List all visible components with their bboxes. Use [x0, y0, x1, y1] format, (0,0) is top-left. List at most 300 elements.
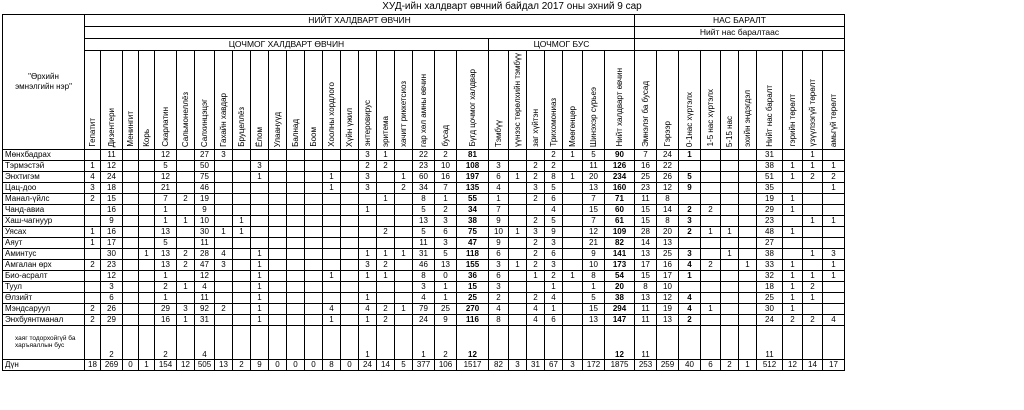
- cell-0: 2: [85, 314, 101, 325]
- cell-33: 1: [739, 259, 757, 270]
- cell-29: 13: [657, 237, 679, 248]
- column-header-4: [155, 51, 177, 150]
- cell-16: 1: [377, 270, 395, 281]
- cell-0: 1: [85, 237, 101, 248]
- cell-26: 7: [583, 193, 605, 204]
- cell-20: 81: [457, 149, 489, 160]
- cell-29: 24: [657, 149, 679, 160]
- cell-3: [139, 237, 155, 248]
- cell-9: [251, 182, 269, 193]
- column-header-label: Хоолны хордлого: [326, 82, 336, 147]
- cell-22: [509, 160, 527, 171]
- cell-5: [177, 149, 195, 160]
- cell-34: 18: [757, 281, 783, 292]
- cell-37: 1: [823, 182, 845, 193]
- cell-5: 2: [177, 193, 195, 204]
- column-header-label: Корь: [141, 129, 151, 147]
- cell-9: [251, 325, 269, 359]
- cell-9: [251, 237, 269, 248]
- column-header-label: Нийт нас баралт: [764, 85, 774, 147]
- cell-29: 10: [657, 281, 679, 292]
- cell-9: 1: [251, 171, 269, 182]
- cell-5: 1: [177, 215, 195, 226]
- cell-35: 1: [783, 259, 803, 270]
- cell-12: [305, 193, 323, 204]
- cell-14: [341, 314, 359, 325]
- cell-19: 1: [435, 193, 457, 204]
- column-header-16: [377, 51, 395, 150]
- cell-6: 31: [195, 314, 215, 325]
- column-header-label: амьгүй төрөлт: [828, 93, 838, 147]
- cell-11: [287, 160, 305, 171]
- cell-1: 9: [101, 215, 123, 226]
- cell-24: 4: [545, 204, 563, 215]
- cell-4: 2: [155, 281, 177, 292]
- cell-27: 126: [605, 160, 635, 171]
- cell-7: [215, 204, 233, 215]
- cell-10: [269, 325, 287, 359]
- cell-22: 1: [509, 226, 527, 237]
- cell-10: [269, 292, 287, 303]
- cell-33: 1: [739, 359, 757, 370]
- cell-31: [701, 149, 721, 160]
- column-header-label: 0-1нас хүртэлх: [684, 91, 694, 147]
- cell-23: 2: [527, 171, 545, 182]
- group-spacer: [85, 27, 635, 39]
- cell-24: 2: [545, 149, 563, 160]
- cell-29: 8: [657, 215, 679, 226]
- column-header-label: Гэрээр: [662, 121, 672, 147]
- cell-31: [701, 314, 721, 325]
- cell-23: 2: [527, 160, 545, 171]
- cell-14: [341, 259, 359, 270]
- cell-33: [739, 215, 757, 226]
- cell-18: 60: [413, 171, 435, 182]
- cell-4: 7: [155, 193, 177, 204]
- cell-27: 109: [605, 226, 635, 237]
- cell-36: 1: [803, 248, 823, 259]
- cell-2: [123, 248, 139, 259]
- cell-31: [701, 171, 721, 182]
- table-row: [3, 204, 845, 215]
- cell-16: [377, 237, 395, 248]
- cell-21: 7: [489, 204, 509, 215]
- cell-36: 1: [803, 215, 823, 226]
- clinic-name: Манал-үйлс: [3, 193, 85, 204]
- cell-2: [123, 281, 139, 292]
- cell-10: 0: [269, 359, 287, 370]
- column-header-24: [545, 51, 563, 150]
- cell-9: [251, 204, 269, 215]
- cell-5: [177, 270, 195, 281]
- column-header-label: Гахайн хавдар: [218, 92, 228, 147]
- cell-33: [739, 248, 757, 259]
- cell-11: [287, 259, 305, 270]
- column-header-label: заг хүйтэн: [530, 108, 540, 147]
- column-header-label: бусад: [440, 125, 450, 147]
- clinic-name: Хаш-чагнуур: [3, 215, 85, 226]
- column-header-label: Хүйн үжил: [344, 107, 354, 147]
- clinic-name: Энхбуянтманал: [3, 314, 85, 325]
- cell-14: [341, 204, 359, 215]
- cell-27: 173: [605, 259, 635, 270]
- cell-20: 47: [457, 237, 489, 248]
- cell-3: [139, 149, 155, 160]
- cell-26: 15: [583, 303, 605, 314]
- cell-14: [341, 193, 359, 204]
- cell-10: [269, 314, 287, 325]
- cell-35: 1: [783, 270, 803, 281]
- column-header-15: [359, 51, 377, 150]
- cell-37: 1: [823, 270, 845, 281]
- cell-27: 20: [605, 281, 635, 292]
- column-header-26: [583, 51, 605, 150]
- column-header-label: Тэмбүү: [493, 119, 503, 147]
- cell-9: 9: [251, 359, 269, 370]
- cell-26: 12: [583, 226, 605, 237]
- cell-21: 3: [489, 160, 509, 171]
- cell-4: 21: [155, 182, 177, 193]
- cell-24: 4: [545, 292, 563, 303]
- cell-28: 23: [635, 182, 657, 193]
- cell-11: [287, 204, 305, 215]
- cell-35: 1: [783, 193, 803, 204]
- cell-35: 1: [783, 281, 803, 292]
- cell-37: [823, 193, 845, 204]
- cell-18: 1: [413, 325, 435, 359]
- cell-21: 9: [489, 215, 509, 226]
- column-header-label: Шинэхэр сүрьеэ: [588, 86, 598, 147]
- cell-0: [85, 204, 101, 215]
- column-header-9: [251, 51, 269, 150]
- cell-13: [323, 226, 341, 237]
- cell-34: 31: [757, 149, 783, 160]
- cell-1: 23: [101, 259, 123, 270]
- cell-13: [323, 248, 341, 259]
- cell-14: [341, 270, 359, 281]
- cell-33: [739, 281, 757, 292]
- cell-29: 19: [657, 303, 679, 314]
- cell-15: 4: [359, 303, 377, 314]
- cell-22: [509, 215, 527, 226]
- cell-19: 6: [435, 226, 457, 237]
- group-header-acute: ЦОЧМОГ ХАЛДВАРТ ӨВЧИН: [85, 39, 489, 51]
- cell-9: 1: [251, 303, 269, 314]
- cell-3: [139, 204, 155, 215]
- cell-13: [323, 193, 341, 204]
- cell-22: [509, 204, 527, 215]
- cell-15: 1: [359, 248, 377, 259]
- cell-13: 4: [323, 303, 341, 314]
- cell-15: 24: [359, 359, 377, 370]
- cell-13: [323, 204, 341, 215]
- cell-29: 20: [657, 226, 679, 237]
- cell-21: 4: [489, 303, 509, 314]
- column-header-33: [739, 51, 757, 150]
- cell-24: 6: [545, 314, 563, 325]
- cell-29: 25: [657, 248, 679, 259]
- cell-13: 1: [323, 270, 341, 281]
- cell-35: 1: [783, 160, 803, 171]
- cell-33: [739, 270, 757, 281]
- column-header-label: Ёлом: [254, 126, 264, 147]
- cell-33: [739, 171, 757, 182]
- cell-14: [341, 281, 359, 292]
- cell-24: 2: [545, 270, 563, 281]
- cell-6: 4: [195, 325, 215, 359]
- cell-21: 6: [489, 270, 509, 281]
- column-header-label: үзүүлээгүй төрөлт: [807, 79, 817, 147]
- cell-14: [341, 171, 359, 182]
- column-header-0: [85, 51, 101, 150]
- cell-15: 1: [359, 325, 377, 359]
- column-header-37: [823, 51, 845, 150]
- column-header-11: [287, 51, 305, 150]
- cell-3: [139, 215, 155, 226]
- cell-34: 11: [757, 325, 783, 359]
- cell-33: [739, 204, 757, 215]
- cell-30: 2: [679, 314, 701, 325]
- cell-37: 2: [823, 171, 845, 182]
- clinic-name: хаяг тодорхойгүй ба харъяаллын бус: [3, 325, 85, 359]
- column-header-8: [233, 51, 251, 150]
- cell-33: [739, 292, 757, 303]
- cell-12: 0: [305, 359, 323, 370]
- cell-20: 116: [457, 314, 489, 325]
- cell-21: 9: [489, 237, 509, 248]
- cell-29: 259: [657, 359, 679, 370]
- cell-29: 12: [657, 292, 679, 303]
- cell-30: 40: [679, 359, 701, 370]
- cell-3: [139, 171, 155, 182]
- cell-31: [701, 325, 721, 359]
- cell-13: [323, 160, 341, 171]
- cell-22: [509, 149, 527, 160]
- cell-32: [721, 182, 739, 193]
- cell-26: 5: [583, 149, 605, 160]
- cell-0: [85, 248, 101, 259]
- cell-11: [287, 270, 305, 281]
- cell-34: 19: [757, 193, 783, 204]
- cell-0: [85, 281, 101, 292]
- cell-6: 9: [195, 204, 215, 215]
- cell-2: [123, 314, 139, 325]
- cell-11: [287, 292, 305, 303]
- cell-21: 2: [489, 292, 509, 303]
- cell-36: [803, 182, 823, 193]
- column-header-17: [395, 51, 413, 150]
- cell-5: 3: [177, 303, 195, 314]
- cell-25: 1: [563, 171, 583, 182]
- cell-1: 24: [101, 171, 123, 182]
- cell-16: [377, 215, 395, 226]
- cell-34: 25: [757, 292, 783, 303]
- cell-37: 1: [823, 215, 845, 226]
- cell-26: 5: [583, 292, 605, 303]
- cell-0: 3: [85, 182, 101, 193]
- cell-32: [721, 270, 739, 281]
- cell-9: [251, 226, 269, 237]
- table-row: [3, 149, 845, 160]
- column-header-label: Скарлатин: [160, 107, 170, 147]
- cell-22: [509, 303, 527, 314]
- cell-10: [269, 226, 287, 237]
- table-row: [3, 248, 845, 259]
- cell-1: 11: [101, 149, 123, 160]
- cell-17: 1: [395, 303, 413, 314]
- cell-23: 2: [527, 215, 545, 226]
- cell-3: [139, 270, 155, 281]
- cell-11: [287, 182, 305, 193]
- cell-22: [509, 292, 527, 303]
- cell-24: 5: [545, 182, 563, 193]
- cell-6: 505: [195, 359, 215, 370]
- cell-1: 26: [101, 303, 123, 314]
- cell-14: [341, 248, 359, 259]
- cell-23: 2: [527, 237, 545, 248]
- cell-29: 12: [657, 182, 679, 193]
- cell-29: 14: [657, 204, 679, 215]
- table-row: [3, 171, 845, 182]
- cell-26: 1: [583, 281, 605, 292]
- clinic-name: Уясах: [3, 226, 85, 237]
- cell-9: 1: [251, 292, 269, 303]
- cell-37: [823, 149, 845, 160]
- column-header-label: Улаануүд: [272, 111, 282, 147]
- cell-10: [269, 182, 287, 193]
- cell-28: 28: [635, 226, 657, 237]
- cell-20: 135: [457, 182, 489, 193]
- disease-report-table: [2, 14, 845, 371]
- cell-23: 3: [527, 182, 545, 193]
- cell-16: 2: [377, 226, 395, 237]
- cell-4: 12: [155, 149, 177, 160]
- cell-10: [269, 248, 287, 259]
- cell-23: 3: [527, 226, 545, 237]
- cell-35: 2: [783, 314, 803, 325]
- cell-8: [233, 248, 251, 259]
- cell-7: [215, 325, 233, 359]
- cell-31: [701, 237, 721, 248]
- cell-30: [679, 237, 701, 248]
- cell-28: 253: [635, 359, 657, 370]
- cell-36: 2: [803, 171, 823, 182]
- cell-26: 8: [583, 270, 605, 281]
- cell-34: 23: [757, 215, 783, 226]
- cell-36: [803, 204, 823, 215]
- cell-37: 17: [823, 359, 845, 370]
- cell-22: [509, 182, 527, 193]
- cell-35: 1: [783, 303, 803, 314]
- cell-33: [739, 325, 757, 359]
- column-header-label: Дизентери: [106, 107, 116, 147]
- cell-26: 11: [583, 160, 605, 171]
- cell-4: 5: [155, 160, 177, 171]
- column-header-12: [305, 51, 323, 150]
- cell-0: [85, 292, 101, 303]
- cell-19: 3: [435, 215, 457, 226]
- clinic-name: Аяут: [3, 237, 85, 248]
- cell-13: 1: [323, 171, 341, 182]
- cell-20: 270: [457, 303, 489, 314]
- cell-5: [177, 226, 195, 237]
- cell-14: [341, 215, 359, 226]
- cell-6: 10: [195, 215, 215, 226]
- column-header-label: Эмнэлэг ба бусад: [640, 80, 650, 147]
- cell-33: [739, 314, 757, 325]
- cell-11: [287, 215, 305, 226]
- cell-5: [177, 204, 195, 215]
- cell-10: [269, 237, 287, 248]
- cell-7: [215, 182, 233, 193]
- cell-13: [323, 259, 341, 270]
- cell-37: [823, 281, 845, 292]
- cell-31: [701, 248, 721, 259]
- cell-20: 155: [457, 259, 489, 270]
- cell-5: [177, 171, 195, 182]
- cell-36: 1: [803, 292, 823, 303]
- cell-24: 2: [545, 160, 563, 171]
- cell-27: 38: [605, 292, 635, 303]
- cell-6: 12: [195, 270, 215, 281]
- cell-35: 1: [783, 171, 803, 182]
- cell-28: 11: [635, 314, 657, 325]
- cell-8: [233, 149, 251, 160]
- cell-8: 1: [233, 226, 251, 237]
- cell-7: 4: [215, 248, 233, 259]
- cell-1: 12: [101, 270, 123, 281]
- cell-15: [359, 237, 377, 248]
- cell-3: [139, 303, 155, 314]
- cell-32: [721, 292, 739, 303]
- cell-2: [123, 193, 139, 204]
- cell-32: [721, 281, 739, 292]
- cell-6: 19: [195, 193, 215, 204]
- cell-23: [527, 325, 545, 359]
- cell-25: [563, 215, 583, 226]
- cell-31: [701, 182, 721, 193]
- cell-24: 1: [545, 303, 563, 314]
- cell-31: 2: [701, 259, 721, 270]
- cell-8: [233, 193, 251, 204]
- cell-31: 2: [701, 204, 721, 215]
- cell-7: 2: [215, 303, 233, 314]
- cell-12: [305, 160, 323, 171]
- cell-36: [803, 193, 823, 204]
- cell-18: 31: [413, 248, 435, 259]
- cell-14: [341, 303, 359, 314]
- cell-37: 1: [823, 259, 845, 270]
- cell-25: [563, 193, 583, 204]
- cell-29: 16: [657, 259, 679, 270]
- cell-20: 15: [457, 281, 489, 292]
- column-header-1: [101, 51, 123, 150]
- column-header-7: [215, 51, 233, 150]
- group-header-all-infections: НИЙТ ХАЛДВАРТ ӨВЧИН: [85, 15, 635, 27]
- cell-32: [721, 259, 739, 270]
- cell-20: 38: [457, 215, 489, 226]
- cell-13: 1: [323, 314, 341, 325]
- cell-9: 1: [251, 259, 269, 270]
- cell-14: [341, 160, 359, 171]
- cell-23: [527, 149, 545, 160]
- cell-0: 1: [85, 160, 101, 171]
- cell-15: 3: [359, 259, 377, 270]
- cell-14: [341, 226, 359, 237]
- cell-17: [395, 215, 413, 226]
- cell-18: 34: [413, 182, 435, 193]
- cell-3: [139, 226, 155, 237]
